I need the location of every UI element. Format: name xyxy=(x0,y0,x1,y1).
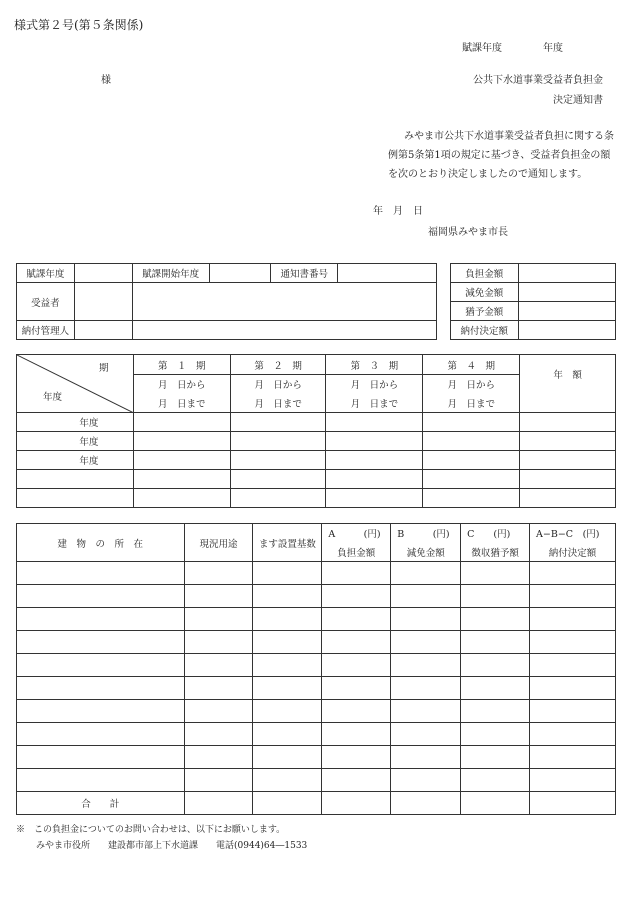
building-cell xyxy=(461,631,530,654)
year-row-label xyxy=(17,470,134,489)
document-title-line2: 決定通知書 xyxy=(553,95,603,106)
building-cell xyxy=(461,585,530,608)
building-cell xyxy=(530,562,616,585)
period-4-header: 第 ４ 期 xyxy=(423,355,520,375)
building-cell xyxy=(253,654,322,677)
body-line-3: を次のとおり決定しましたので通知します。 xyxy=(388,169,588,180)
building-cell xyxy=(253,585,322,608)
burden-amount-value xyxy=(518,264,615,283)
building-cell xyxy=(530,677,616,700)
building-cell xyxy=(391,700,461,723)
fixture-count-header: ます設置基数 xyxy=(253,524,322,562)
period-4-to: 月 日まで xyxy=(423,394,520,413)
year-row-label: 年度 xyxy=(17,432,134,451)
building-cell xyxy=(530,723,616,746)
notice-number-header: 通知書番号 xyxy=(271,264,338,283)
usage-header: 現況用途 xyxy=(184,524,253,562)
location-header: 建 物 の 所 在 xyxy=(17,524,185,562)
building-cell xyxy=(322,677,391,700)
building-cell xyxy=(461,677,530,700)
building-cell xyxy=(461,769,530,792)
building-cell xyxy=(530,631,616,654)
building-cell xyxy=(17,562,185,585)
building-cell xyxy=(17,677,185,700)
building-cell xyxy=(391,631,461,654)
building-cell xyxy=(461,654,530,677)
period-cell xyxy=(230,413,326,432)
building-cell xyxy=(184,562,253,585)
building-cell xyxy=(184,746,253,769)
period-cell xyxy=(230,451,326,470)
period-2-from: 月 日から xyxy=(230,375,326,394)
building-cell xyxy=(17,608,185,631)
recipient-honorific: 様 xyxy=(101,75,111,86)
corner-diagonal xyxy=(17,355,134,413)
burden-amount-subheader: 負担金額 xyxy=(322,543,391,562)
building-cell xyxy=(253,746,322,769)
building-cell xyxy=(391,746,461,769)
reduction-amount-value xyxy=(518,283,615,302)
period-cell xyxy=(133,489,230,508)
fiscal-year-value xyxy=(74,264,132,283)
annual-amount-header: 年 額 xyxy=(520,355,616,413)
building-cell xyxy=(253,769,322,792)
period-cell xyxy=(133,451,230,470)
building-cell xyxy=(322,608,391,631)
period-cell xyxy=(133,470,230,489)
col-a-header: A (円) xyxy=(322,524,391,543)
building-cell xyxy=(461,723,530,746)
building-cell xyxy=(391,585,461,608)
building-cell xyxy=(322,746,391,769)
period-cell xyxy=(230,489,326,508)
building-cell xyxy=(322,654,391,677)
period-1-from: 月 日から xyxy=(133,375,230,394)
period-cell xyxy=(423,413,520,432)
period-table xyxy=(16,354,616,508)
building-cell xyxy=(461,608,530,631)
building-cell xyxy=(184,700,253,723)
document-title-line1: 公共下水道事業受益者負担金 xyxy=(473,75,603,86)
building-cell xyxy=(322,585,391,608)
footnote-inquiry: ※ この負担金についてのお問い合わせは、以下にお願いします。 xyxy=(16,825,286,835)
issuer: 福岡県みやま市長 xyxy=(428,227,508,238)
fiscal-year-suffix: 年度 xyxy=(543,43,563,54)
fiscal-year-header: 賦課年度 xyxy=(17,264,75,283)
building-cell xyxy=(184,608,253,631)
total-cell xyxy=(253,792,322,815)
building-cell xyxy=(530,746,616,769)
period-cell xyxy=(326,470,423,489)
period-cell xyxy=(423,451,520,470)
building-cell xyxy=(184,677,253,700)
period-3-header: 第 ３ 期 xyxy=(326,355,423,375)
building-cell xyxy=(322,562,391,585)
period-3-from: 月 日から xyxy=(326,375,423,394)
start-year-header: 賦課開始年度 xyxy=(132,264,209,283)
building-cell xyxy=(17,631,185,654)
period-cell xyxy=(230,432,326,451)
period-cell xyxy=(133,413,230,432)
burden-amount-label: 負担金額 xyxy=(451,264,519,283)
building-cell xyxy=(530,700,616,723)
deferral-amount-label: 猶予金額 xyxy=(451,302,519,321)
deferral-amount-value xyxy=(518,302,615,321)
building-cell xyxy=(530,654,616,677)
footnote-contact: みやま市役所 建設都市部上下水道課 電話(0944)64―1533 xyxy=(36,841,308,851)
body-line-1: みやま市公共下水道事業受益者負担に関する条 xyxy=(404,131,614,142)
building-cell xyxy=(391,723,461,746)
period-cell xyxy=(423,489,520,508)
building-table xyxy=(16,523,616,815)
building-cell xyxy=(184,723,253,746)
info-table xyxy=(16,263,437,340)
building-cell xyxy=(322,723,391,746)
building-cell xyxy=(530,769,616,792)
building-cell xyxy=(253,631,322,654)
building-cell xyxy=(253,700,322,723)
col-d-header: A−B−C (円) xyxy=(530,524,616,543)
payment-decision-subheader: 納付決定額 xyxy=(530,543,616,562)
payment-decision-value xyxy=(518,321,615,340)
period-axis-label: 期 xyxy=(99,363,109,374)
building-cell xyxy=(391,677,461,700)
deferral-amount-subheader: 徴収猶予額 xyxy=(461,543,530,562)
building-cell xyxy=(184,654,253,677)
building-cell xyxy=(322,631,391,654)
building-cell xyxy=(461,746,530,769)
building-cell xyxy=(461,700,530,723)
annual-cell xyxy=(520,470,616,489)
date-line: 年 月 日 xyxy=(373,206,423,217)
year-row-label: 年度 xyxy=(17,451,134,470)
period-cell xyxy=(326,432,423,451)
building-cell xyxy=(530,608,616,631)
total-cell xyxy=(530,792,616,815)
period-cell xyxy=(133,432,230,451)
building-cell xyxy=(17,746,185,769)
payment-decision-label: 納付決定額 xyxy=(451,321,519,340)
total-label: 合 計 xyxy=(17,792,185,815)
year-row-label: 年度 xyxy=(17,413,134,432)
building-cell xyxy=(17,769,185,792)
building-cell xyxy=(391,769,461,792)
building-cell xyxy=(253,723,322,746)
building-cell xyxy=(17,654,185,677)
building-cell xyxy=(530,585,616,608)
beneficiary-header: 受益者 xyxy=(17,283,75,321)
period-cell xyxy=(423,432,520,451)
building-cell xyxy=(253,677,322,700)
beneficiary-name xyxy=(74,283,132,321)
building-cell xyxy=(391,654,461,677)
payment-manager-address xyxy=(132,321,436,340)
building-cell xyxy=(253,608,322,631)
total-cell xyxy=(322,792,391,815)
form-number: 様式第２号(第５条関係) xyxy=(14,18,144,32)
building-cell xyxy=(391,608,461,631)
period-1-to: 月 日まで xyxy=(133,394,230,413)
building-cell xyxy=(184,585,253,608)
col-b-header: B (円) xyxy=(391,524,461,543)
building-cell xyxy=(17,700,185,723)
reduction-amount-subheader: 減免金額 xyxy=(391,543,461,562)
period-1-header: 第 １ 期 xyxy=(133,355,230,375)
payment-manager-header: 納付管理人 xyxy=(17,321,75,340)
year-row-label xyxy=(17,489,134,508)
total-cell xyxy=(391,792,461,815)
year-axis-label: 年度 xyxy=(43,392,63,403)
building-cell xyxy=(322,769,391,792)
building-cell xyxy=(461,562,530,585)
building-cell xyxy=(184,631,253,654)
fiscal-year-label: 賦課年度 xyxy=(462,43,502,54)
period-2-header: 第 ２ 期 xyxy=(230,355,326,375)
beneficiary-address xyxy=(132,283,436,321)
total-cell xyxy=(184,792,253,815)
period-corner-cell xyxy=(17,355,134,413)
period-2-to: 月 日まで xyxy=(230,394,326,413)
period-cell xyxy=(423,470,520,489)
building-cell xyxy=(17,585,185,608)
building-cell xyxy=(17,723,185,746)
period-cell xyxy=(326,489,423,508)
body-line-2: 例第5条第1項の規定に基づき、受益者負担金の額 xyxy=(388,150,611,161)
period-3-to: 月 日まで xyxy=(326,394,423,413)
annual-cell xyxy=(520,489,616,508)
annual-cell xyxy=(520,432,616,451)
building-cell xyxy=(253,562,322,585)
payment-manager-name xyxy=(74,321,132,340)
building-cell xyxy=(391,562,461,585)
col-c-header: C (円) xyxy=(461,524,530,543)
period-cell xyxy=(326,413,423,432)
amount-table xyxy=(450,263,616,340)
annual-cell xyxy=(520,413,616,432)
start-year-value xyxy=(209,264,271,283)
reduction-amount-label: 減免金額 xyxy=(451,283,519,302)
notice-number-value xyxy=(338,264,437,283)
period-cell xyxy=(326,451,423,470)
annual-cell xyxy=(520,451,616,470)
total-cell xyxy=(461,792,530,815)
period-4-from: 月 日から xyxy=(423,375,520,394)
building-cell xyxy=(184,769,253,792)
building-cell xyxy=(322,700,391,723)
period-cell xyxy=(230,470,326,489)
